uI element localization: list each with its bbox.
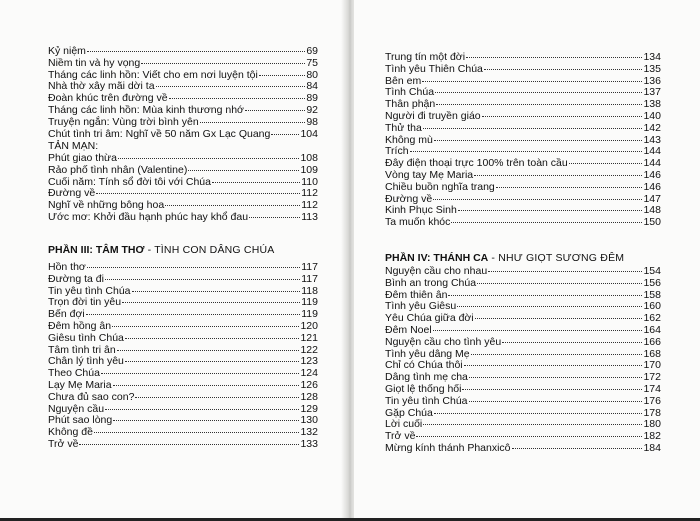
- section-title: PHẦN III: TÂM THƠ: [48, 244, 145, 256]
- toc-entry: [48, 297, 318, 309]
- toc-entry-title: Thử tha: [385, 121, 422, 134]
- dot-leader: [169, 98, 306, 99]
- toc-entry: [385, 123, 661, 135]
- toc-entry: [385, 182, 661, 194]
- toc-entry-page-number: 137: [643, 86, 661, 99]
- toc-entry: [48, 129, 318, 141]
- left-page: [0, 0, 346, 521]
- toc-entry-page-number: 158: [643, 288, 661, 301]
- toc-entry-title: Đường về: [48, 187, 96, 200]
- toc-entry: [48, 427, 318, 439]
- toc-entry: [385, 419, 661, 431]
- toc-entry-title: Tin yêu tình Chúa: [385, 394, 468, 407]
- left-toc-group-2: [48, 153, 318, 224]
- dot-leader: [433, 199, 642, 200]
- toc-entry-page-number: 110: [301, 175, 318, 188]
- right-page: [354, 0, 700, 521]
- dot-leader: [188, 170, 299, 171]
- toc-entry-page-number: 120: [300, 319, 318, 332]
- toc-entry-page-number: 126: [300, 378, 318, 391]
- toc-entry-page-number: 119: [301, 308, 318, 321]
- toc-entry-page-number: 176: [643, 394, 661, 407]
- toc-entry-title: Tình Chúa: [385, 86, 435, 99]
- toc-entry-title: Dâng tình mẹ cha: [385, 371, 468, 384]
- dot-leader: [117, 350, 300, 351]
- toc-entry-page-number: 166: [643, 335, 661, 348]
- dot-leader: [125, 361, 300, 362]
- toc-entry-page-number: 144: [643, 157, 661, 170]
- toc-entry-title: Chút tình tri âm: Nghĩ về 50 năm Gx Lạc Quang: [48, 127, 271, 140]
- toc-entry: [385, 443, 661, 455]
- toc-entry: [385, 111, 661, 123]
- dot-leader: [469, 377, 643, 378]
- toc-entry-page-number: 180: [643, 418, 661, 431]
- toc-entry-title: Đoàn khúc trên đường về: [48, 92, 168, 105]
- toc-entry-title: Mừng kính thánh Phanxicô: [385, 441, 511, 454]
- dot-leader: [125, 338, 300, 339]
- toc-entry-page-number: 108: [300, 152, 318, 164]
- toc-entry-title: Tâm tình tri ân: [48, 343, 116, 356]
- section-title: PHẦN IV: THÁNH CA: [385, 252, 489, 264]
- toc-entry-title: Tình yêu dâng Mẹ: [385, 347, 470, 360]
- dot-leader: [112, 326, 299, 327]
- dot-leader: [475, 318, 643, 319]
- dot-leader: [457, 306, 642, 307]
- dot-leader: [436, 104, 642, 105]
- toc-entry-page-number: 136: [643, 74, 661, 87]
- toc-entry-title: Tháng các linh hồn: Viết cho em nơi luyện tội: [48, 68, 258, 81]
- toc-entry-title: Nhà thờ xây mãi dời ta: [48, 80, 155, 93]
- toc-entry-title: Kỷ niệm: [48, 45, 86, 57]
- toc-entry-page-number: 168: [643, 347, 661, 360]
- toc-entry-title: Đêm hồng ân: [48, 319, 112, 332]
- toc-entry-page-number: 178: [643, 406, 661, 419]
- toc-entry-page-number: 121: [300, 331, 318, 344]
- toc-entry-title: Rảo phố tình nhân (Valentine): [48, 163, 188, 176]
- dot-leader: [212, 182, 300, 183]
- toc-entry-title: Tình yêu Giêsu: [385, 300, 457, 313]
- toc-entry-title: Không mù: [385, 133, 433, 146]
- toc-entry-page-number: 92: [306, 103, 318, 116]
- dot-leader: [433, 330, 643, 331]
- dot-leader: [462, 389, 642, 390]
- toc-entry-page-number: 80: [306, 68, 318, 81]
- toc-entry-title: Đêm Noel: [385, 323, 432, 336]
- toc-entry-title: Bến đợi: [48, 308, 85, 321]
- toc-entry-page-number: 135: [643, 62, 661, 75]
- dot-leader: [101, 373, 300, 374]
- toc-entry-title: Ta muốn khóc: [385, 216, 451, 229]
- dot-leader: [482, 116, 643, 117]
- dot-leader: [435, 92, 642, 93]
- toc-entry-page-number: 174: [643, 382, 661, 395]
- toc-entry: [385, 325, 661, 337]
- dot-leader: [113, 420, 299, 421]
- dot-leader: [79, 444, 299, 445]
- right-toc-group-2: [385, 266, 661, 455]
- toc-entry-title: Tháng các linh hồn: Mùa kinh thương nhớ: [48, 103, 244, 116]
- toc-entry: [385, 337, 661, 349]
- toc-entry-page-number: 119: [301, 296, 318, 309]
- dot-leader: [484, 69, 643, 70]
- toc-entry: [48, 212, 318, 224]
- dot-leader: [471, 354, 643, 355]
- dot-leader: [141, 63, 305, 64]
- toc-entry-page-number: 132: [300, 426, 318, 439]
- toc-entry: [48, 321, 318, 333]
- toc-entry-title: Ước mơ: Khởi đầu hạnh phúc hay khổ đau: [48, 210, 249, 223]
- dot-leader: [135, 397, 299, 398]
- toc-entry-page-number: 156: [643, 276, 661, 289]
- toc-entry-page-number: 182: [643, 430, 661, 443]
- dot-leader: [132, 291, 301, 292]
- toc-entry-page-number: 128: [300, 390, 318, 403]
- dot-leader: [569, 163, 643, 164]
- toc-entry-title: Tin yêu tình Chúa: [48, 284, 131, 297]
- dot-leader: [502, 342, 642, 343]
- dot-leader: [410, 151, 643, 152]
- toc-entry-page-number: 140: [643, 109, 661, 122]
- toc-entry-title: Chỉ có Chúa thôi: [385, 359, 463, 372]
- toc-entry-page-number: 148: [643, 204, 661, 217]
- toc-entry-page-number: 112: [301, 199, 318, 212]
- toc-entry-page-number: 143: [643, 133, 661, 146]
- toc-entry-title: Yêu Chúa giữa đời: [385, 312, 474, 325]
- toc-entry-title: Nghĩ về những bông hoa: [48, 199, 165, 212]
- toc-entry: [48, 117, 318, 129]
- toc-entry-title: Kinh Phục Sinh: [385, 204, 457, 217]
- dot-leader: [165, 205, 300, 206]
- toc-entry: [48, 333, 318, 345]
- dot-leader: [118, 158, 300, 159]
- toc-entry-page-number: 109: [300, 163, 318, 176]
- toc-entry: [385, 170, 661, 182]
- dot-leader: [458, 210, 643, 211]
- toc-entry-title: Tình yêu Thiên Chúa: [385, 62, 483, 75]
- dot-leader: [96, 193, 300, 194]
- toc-entry-title: Giọt lệ thống hối: [385, 382, 462, 395]
- toc-entry-title: Bên em: [385, 74, 422, 87]
- toc-entry-title: Chiều buồn nghĩa trang: [385, 180, 495, 193]
- toc-entry-title: Trung tín một đời: [385, 51, 466, 63]
- dot-leader: [259, 75, 305, 76]
- toc-entry-title: Cuối năm: Tính sổ đời tôi với Chúa: [48, 175, 211, 188]
- toc-entry-page-number: 146: [643, 168, 661, 181]
- dot-leader: [200, 122, 306, 123]
- toc-entry-page-number: 118: [301, 284, 318, 297]
- toc-entry: [48, 380, 318, 392]
- toc-entry: [48, 105, 318, 117]
- toc-entry-page-number: 146: [643, 180, 661, 193]
- toc-entry-page-number: 144: [643, 145, 661, 158]
- toc-entry-page-number: 138: [643, 98, 661, 111]
- toc-entry-page-number: 113: [301, 210, 318, 223]
- toc-entry-title: Trọn đời tin yêu: [48, 296, 122, 309]
- toc-entry-title: Đường về: [385, 192, 433, 205]
- dot-leader: [423, 128, 643, 129]
- dot-leader: [474, 175, 642, 176]
- toc-entry-page-number: 117: [301, 261, 318, 273]
- left-toc-group-1: [48, 46, 318, 140]
- dot-leader: [249, 217, 300, 218]
- toc-entry-title: Chân lý tình yêu: [48, 355, 124, 368]
- dot-leader: [156, 86, 306, 87]
- toc-entry-title: Truyện ngắn: Vùng trời bình yên: [48, 115, 199, 128]
- toc-entry-page-number: 84: [306, 80, 318, 93]
- toc-entry-page-number: 75: [306, 56, 318, 69]
- toc-entry: [385, 135, 661, 147]
- toc-entry-page-number: 162: [643, 312, 661, 325]
- toc-entry-title: Theo Chúa: [48, 367, 100, 380]
- toc-entry: [385, 408, 661, 420]
- toc-entry-title: Gặp Chúa: [385, 406, 433, 419]
- toc-entry-page-number: 124: [300, 367, 318, 380]
- toc-entry-title: Đây điện thoại trực 100% trên toàn cầu: [385, 157, 568, 170]
- toc-entry-title: Bình an trong Chúa: [385, 276, 477, 289]
- toc-entry-page-number: 104: [300, 127, 318, 140]
- toc-entry-page-number: 147: [643, 192, 661, 205]
- dot-leader: [448, 295, 642, 296]
- toc-entry-page-number: 133: [300, 437, 318, 450]
- toc-entry: [385, 278, 661, 290]
- dot-leader: [488, 271, 642, 272]
- toc-entry-title: Vòng tay Mẹ Maria: [385, 168, 474, 181]
- section-subtitle: - NHƯ GIỌT SƯƠNG ĐÊM: [488, 252, 625, 264]
- toc-entry-title: Niềm tin và hy vọng: [48, 56, 141, 69]
- toc-entry: [48, 392, 318, 404]
- section-heading-part-4: [385, 252, 624, 265]
- dot-leader: [451, 222, 642, 223]
- dot-leader: [87, 267, 300, 268]
- toc-entry-title: Đường ta đi: [48, 272, 104, 285]
- toc-entry: [48, 165, 318, 177]
- toc-entry-page-number: 129: [300, 402, 318, 415]
- dot-leader: [245, 110, 305, 111]
- section-subtitle: - TÌNH CON DÂNG CHÚA: [144, 244, 275, 256]
- toc-entry-page-number: 134: [643, 51, 661, 63]
- section-heading-part-3: [48, 244, 274, 257]
- dot-leader: [434, 413, 643, 414]
- toc-entry-page-number: 122: [300, 343, 318, 356]
- toc-entry-page-number: 184: [643, 441, 661, 454]
- toc-entry: [48, 58, 318, 70]
- left-toc-group-3: [48, 262, 318, 451]
- dot-leader: [87, 51, 305, 52]
- toc-entry-title: Đêm thiên ân: [385, 288, 448, 301]
- toc-entry: [385, 64, 661, 76]
- toc-entry-title: Giêsu tình Chúa: [48, 331, 124, 344]
- toc-entry: [385, 396, 661, 408]
- toc-entry-title: Nguyện cầu cho tình yêu: [385, 335, 502, 348]
- dot-leader: [469, 401, 643, 402]
- toc-entry: [385, 384, 661, 396]
- toc-entry-title: Nguyện cầu cho nhau: [385, 265, 488, 277]
- toc-entry-title: Chưa đủ sao con?: [48, 390, 135, 403]
- toc-entry-page-number: 142: [643, 121, 661, 134]
- dot-leader: [496, 187, 643, 188]
- dot-leader: [122, 302, 300, 303]
- toc-entry-page-number: 170: [643, 359, 661, 372]
- toc-entry-title: Trở về: [385, 430, 416, 443]
- toc-entry-title: Người đi truyền giáo: [385, 109, 481, 122]
- toc-entry-title: Lời cuối: [385, 418, 423, 431]
- toc-entry-title: Hồn thơ: [48, 261, 86, 273]
- dot-leader: [105, 279, 300, 280]
- dot-leader: [466, 57, 642, 58]
- toc-entry-page-number: 98: [306, 115, 318, 128]
- dot-leader: [105, 409, 299, 410]
- toc-entry-page-number: 117: [301, 272, 318, 285]
- toc-entry-page-number: 130: [300, 414, 318, 427]
- toc-entry-page-number: 160: [643, 300, 661, 313]
- toc-entry: [385, 217, 661, 229]
- toc-entry-title: Thân phận: [385, 98, 436, 111]
- toc-entry-title: Trích: [385, 145, 409, 158]
- toc-entry-title: Phút giao thừa: [48, 152, 117, 164]
- dot-leader: [86, 314, 301, 315]
- toc-entry: [48, 439, 318, 451]
- right-toc-group-1: [385, 52, 661, 229]
- dot-leader: [422, 81, 642, 82]
- toc-entry-page-number: 150: [643, 216, 661, 229]
- dot-leader: [271, 134, 299, 135]
- dot-leader: [464, 365, 643, 366]
- toc-entry-page-number: 164: [643, 323, 661, 336]
- toc-entry-title: Phút sao lòng: [48, 414, 113, 427]
- toc-entry-page-number: 112: [301, 187, 318, 200]
- dot-leader: [416, 436, 642, 437]
- toc-entry-title: Nguyện cầu: [48, 402, 105, 415]
- toc-entry-page-number: 154: [643, 265, 661, 277]
- dot-leader: [94, 432, 300, 433]
- toc-entry-page-number: 69: [306, 45, 318, 57]
- toc-entry-page-number: 123: [300, 355, 318, 368]
- toc-entry-page-number: 172: [643, 371, 661, 384]
- toc-entry: [48, 274, 318, 286]
- toc-entry-title: Lạy Mẹ Maria: [48, 378, 112, 391]
- toc-entry-page-number: 89: [306, 92, 318, 105]
- dot-leader: [423, 424, 642, 425]
- dot-leader: [113, 385, 300, 386]
- tan-man-label: TẢN MẠN:: [48, 140, 99, 152]
- dot-leader: [512, 448, 643, 449]
- toc-entry-title: Trở về: [48, 437, 79, 450]
- dot-leader: [477, 283, 642, 284]
- toc-entry-title: Không đề: [48, 426, 93, 439]
- dot-leader: [434, 140, 643, 141]
